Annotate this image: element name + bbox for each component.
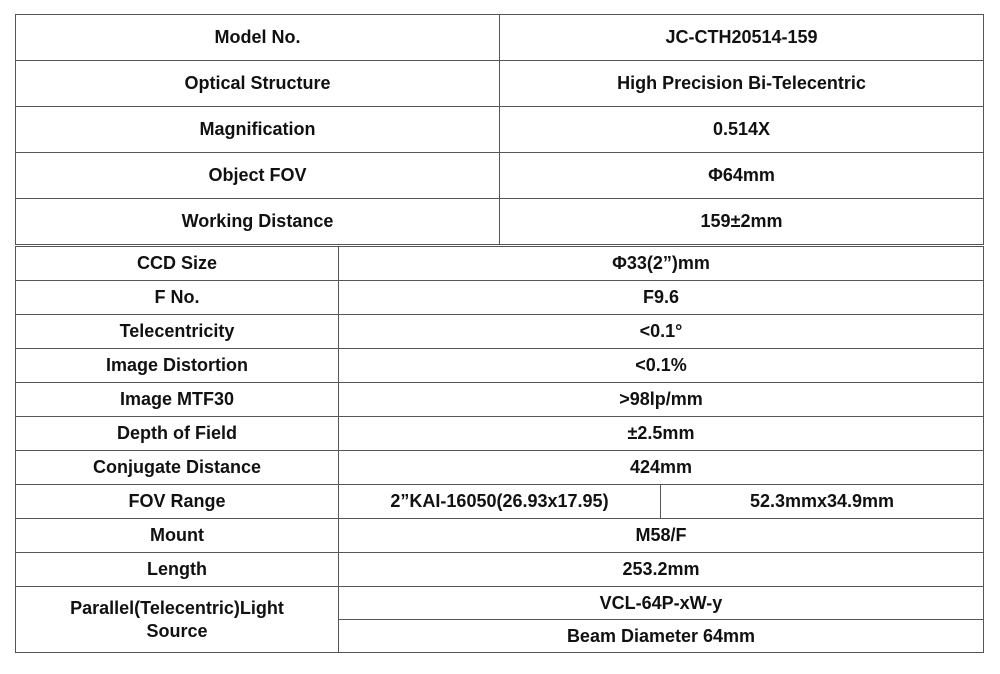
table-row — [16, 451, 984, 485]
row-label: F No. — [16, 281, 339, 315]
row-value: JC-CTH20514-159 — [500, 15, 984, 61]
table-row — [16, 281, 984, 315]
table-row — [16, 199, 984, 245]
table-row — [16, 107, 984, 153]
length-row — [16, 553, 984, 587]
row-label: Image Distortion — [16, 349, 339, 383]
row-label: CCD Size — [16, 247, 339, 281]
light-source-model: VCL-64P-xW-y — [339, 587, 984, 620]
table-row — [16, 247, 984, 281]
table-row — [16, 383, 984, 417]
row-label: Model No. — [16, 15, 500, 61]
row-label: Working Distance — [16, 199, 500, 245]
fov-sensor: 2”KAI-16050(26.93x17.95) — [339, 485, 661, 519]
row-value: >98lp/mm — [339, 383, 984, 417]
light-source-label-text: Parallel(Telecentric)Light Source — [70, 598, 284, 641]
light-source-label — [16, 587, 339, 653]
table-row — [16, 61, 984, 107]
row-value: Φ64mm — [500, 153, 984, 199]
row-value: M58/F — [339, 519, 984, 553]
fov-range-row — [16, 485, 984, 519]
row-label: Telecentricity — [16, 315, 339, 349]
row-value: High Precision Bi-Telecentric — [500, 61, 984, 107]
table-row — [16, 15, 984, 61]
row-label: Object FOV — [16, 153, 500, 199]
row-label: Image MTF30 — [16, 383, 339, 417]
row-value: 0.514X — [500, 107, 984, 153]
row-label: Magnification — [16, 107, 500, 153]
row-value: 159±2mm — [500, 199, 984, 245]
table-row — [16, 349, 984, 383]
row-label: Depth of Field — [16, 417, 339, 451]
table-row — [16, 153, 984, 199]
fov-value: 52.3mmx34.9mm — [661, 485, 984, 519]
row-value: ±2.5mm — [339, 417, 984, 451]
lens-summary-table — [15, 14, 984, 245]
row-value: 424mm — [339, 451, 984, 485]
row-label: FOV Range — [16, 485, 339, 519]
row-value: 253.2mm — [339, 553, 984, 587]
mount-row — [16, 519, 984, 553]
row-label: Optical Structure — [16, 61, 500, 107]
row-label: Length — [16, 553, 339, 587]
row-label: Conjugate Distance — [16, 451, 339, 485]
row-value: <0.1% — [339, 349, 984, 383]
light-source-row — [16, 587, 984, 620]
table-row — [16, 315, 984, 349]
table-row — [16, 417, 984, 451]
row-value: F9.6 — [339, 281, 984, 315]
lens-spec-table — [15, 246, 984, 653]
light-source-beam: Beam Diameter 64mm — [339, 620, 984, 653]
row-label: Mount — [16, 519, 339, 553]
row-value: Φ33(2”)mm — [339, 247, 984, 281]
row-value: <0.1° — [339, 315, 984, 349]
